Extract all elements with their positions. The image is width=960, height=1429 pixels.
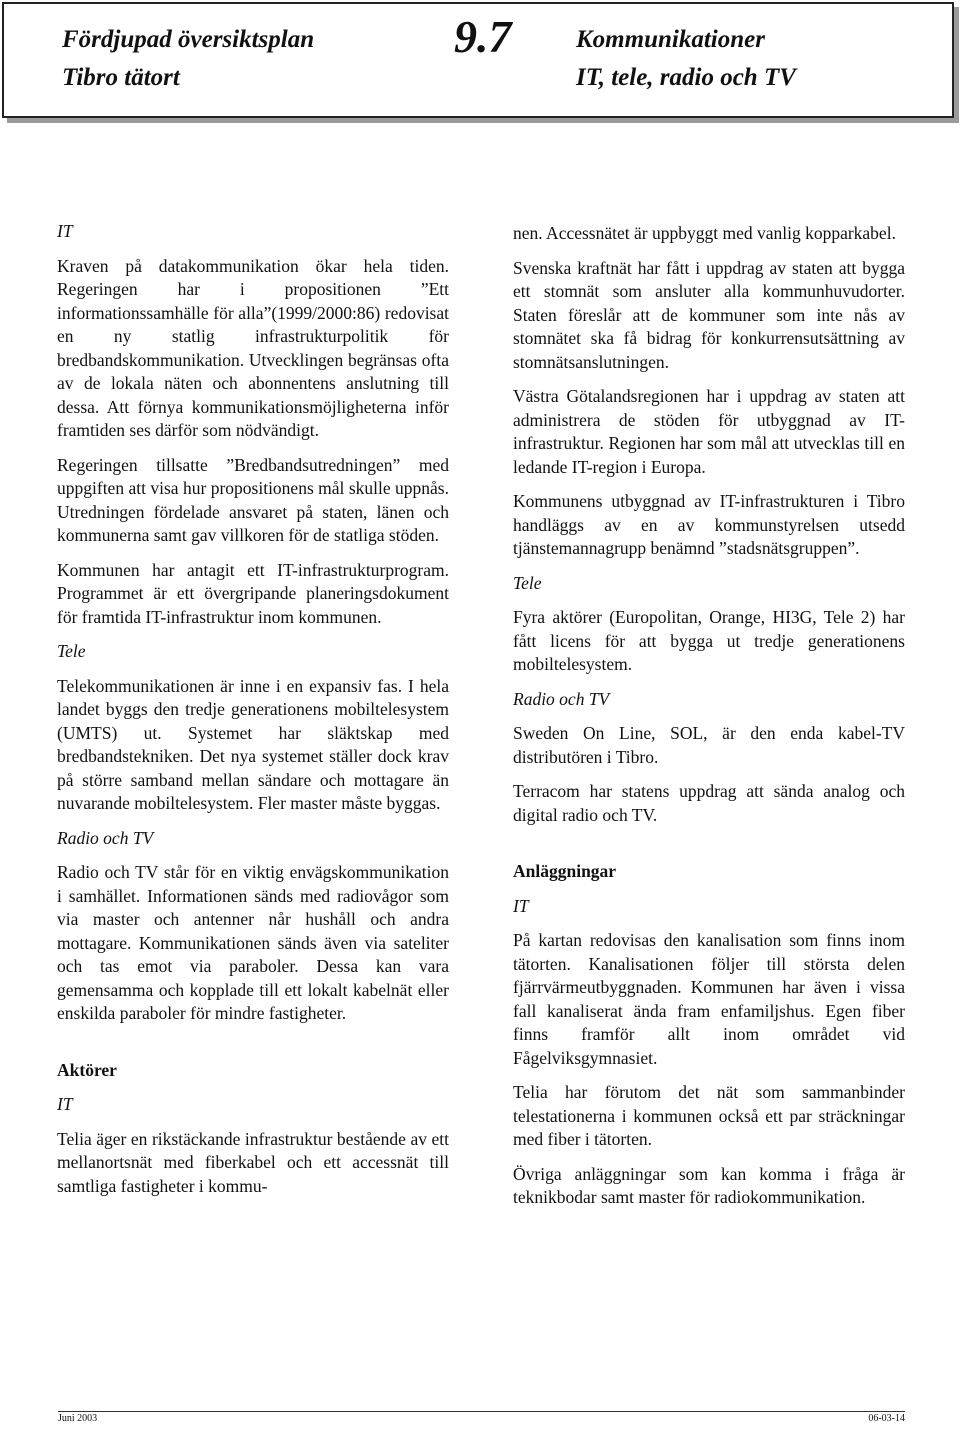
paragraph: nen. Accessnätet är uppbyggt med vanlig kopparkabel.	[513, 223, 896, 243]
actors-it-heading: IT	[57, 1094, 73, 1114]
section-subtitle: IT, tele, radio och TV	[576, 64, 796, 91]
section-number: 9.7	[454, 11, 512, 62]
plan-location: Tibro tätort	[62, 64, 180, 91]
it-heading: IT	[57, 221, 73, 241]
radio-tv-heading: Radio och TV	[57, 827, 154, 848]
paragraph: Telia har förutom det nät som sammanbinder telestationerna i kommunen också ett par sträckningar med fiber i tätorten.	[513, 1082, 905, 1149]
paragraph: Kraven på datakommunikation ökar hela tiden. Regeringen har i propositionen ”Ett informationssamhälle för alla”(1999/2000:86) redovisat en ny statlig infrastrukturpolitik för bredbandskommunikation. Utvecklingen begränsas ofta av de lokala näten och abonnentens anslutning till dessa. Att förnya kommunikationsmöjligheterna inför framtiden ses därför som nödvändigt.	[57, 255, 449, 440]
footer-print-date: 06-03-14	[868, 1413, 905, 1424]
footer-date: Juni 2003	[58, 1413, 98, 1424]
paragraph: Övriga anläggningar som kan komma i fråga är teknikbodar samt master för radiokommunikation.	[513, 1163, 905, 1207]
paragraph: Regeringen tillsatte ”Bredbandsutredningen” med uppgiften att visa hur propositionens mål skulle uppnås. Utredningen fördelade ansvaret på staten, länen och kommunerna samt gav villkoren för de statliga stöden.	[57, 454, 449, 545]
paragraph: Telekommunikationen är inne i en expansiv fas. I hela landet byggs den tredje generationens mobiltelesystem (UMTS) ut. Systemet har släktskap med bredbandstekniken. Det nya systemet ställer dock krav på större samband mellan sändare och mottagare än nuvarande mobiltelesystem. Fler master måste byggas.	[57, 675, 449, 813]
page-header	[2, 2, 954, 118]
section-title: Kommunikationer	[576, 26, 765, 53]
paragraph: Kommunen har antagit ett IT-infrastrukturprogram. Programmet är ett övergripande planeringsdokument för framtida IT-infrastruktur inom kommunen.	[57, 559, 449, 627]
paragraph: Radio och TV står för en viktig envägskommunikation i samhället. Informationen sänds med radiovågor som via master och antenner når hushåll och andra mottagare. Kommunikationen sänds även via sateliter och tas emot via paraboler. Dessa kan vara gemensamma och kopplade till ett lokalt kabelnät eller enskilda paraboler för mindre fastigheter.	[57, 862, 449, 1023]
facilities-it-heading: IT	[513, 895, 529, 916]
paragraph: Västra Götalandsregionen har i uppdrag av staten att administrera de stöden för utbyggnad av IT-infrastruktur. Regionen har som mål att utvecklas till en ledande IT-region i Europa.	[513, 386, 905, 477]
plan-title: Fördjupad översiktsplan	[62, 26, 315, 53]
paragraph: På kartan redovisas den kanalisation som finns inom tätorten. Kanalisationen följer till största delen fjärrvärmeutbyggnaden. Kommunen har även i vissa fall kanaliserat ända fram enfamiljshus. Egen fiber finns framför allt inom området vid Fågelviksgymnasiet.	[513, 930, 905, 1068]
paragraph: Kommunens utbyggnad av IT-infrastrukturen i Tibro handläggs av en av kommunstyrelsen utsedd tjänstemannagrupp benämnd ”stadsnätsgruppen”.	[513, 491, 905, 558]
footer-divider	[58, 1411, 905, 1412]
paragraph: Terracom har statens uppdrag att sända analog och digital radio och TV.	[513, 781, 905, 825]
paragraph: Telia äger en rikstäckande infrastruktur bestående av ett mellanortsnät med fiberkabel och ett accessnät till samtliga fastigheter i kommu-	[57, 1128, 449, 1196]
facilities-heading: Anläggningar	[513, 861, 617, 881]
right-column	[513, 222, 905, 1221]
actors-heading: Aktörer	[57, 1059, 117, 1080]
paragraph: Fyra aktörer (Europolitan, Orange, HI3G, Tele 2) har fått licens för att bygga ut tredje generationens mobiltelesystem.	[513, 607, 905, 674]
tele-heading: Tele	[57, 641, 86, 661]
paragraph: Sweden On Line, SOL, är den enda kabel-TV distributören i Tibro.	[513, 723, 905, 767]
tele-heading: Tele	[513, 572, 542, 593]
left-column	[57, 220, 449, 1209]
paragraph: Svenska kraftnät har fått i uppdrag av staten att bygga ett stomnät som ansluter alla kommunhuvudorter. Staten föreslår att de kommuner som inte nås av stomnätet ska få bidrag för konkurrensutsättning av stomnätsanslutningen.	[513, 257, 905, 372]
radio-tv-heading: Radio och TV	[513, 688, 610, 709]
